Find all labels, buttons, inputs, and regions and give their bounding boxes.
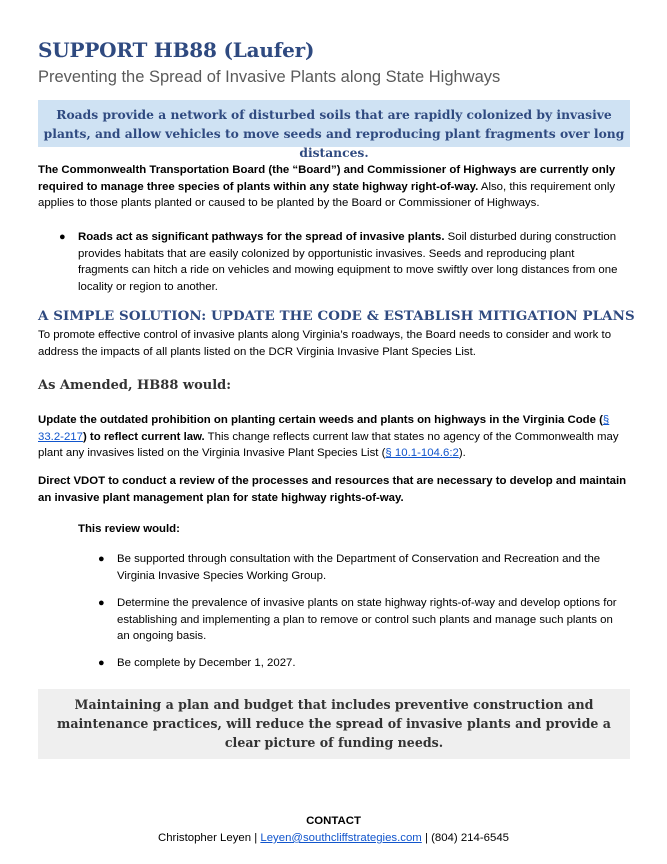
direct-bold: Direct VDOT to conduct a review of the processes and resources that are necessary to develop and maintain an invasive plant management plan for state highway rights-of-way.	[38, 475, 627, 504]
bullet-dot: ●	[98, 657, 105, 669]
update-text-a: This change reflects current law that states no agency of the Commonwealth may plant any invasives listed on the Virginia Invasive Plant Species List (	[38, 430, 619, 459]
review-item: Be complete by December 1, 2027.	[117, 657, 296, 669]
contact-separator: |	[421, 832, 432, 844]
code-link-10-1-104[interactable]: § 10.1-104.6:2	[385, 447, 459, 459]
bullet-dot: ●	[98, 553, 105, 565]
update-bold-a: Update the outdated prohibition on planting certain weeds and plants on highways in the Virginia Code (	[38, 414, 603, 426]
solution-heading: A SIMPLE SOLUTION: UPDATE THE CODE & ESTABLISH MITIGATION PLANS	[38, 308, 635, 324]
intro-paragraph	[38, 162, 628, 212]
review-item: Determine the prevalence of invasive plants on state highway rights-of-way and develop options for establishing and implementing a plan to remove or control such plants and manage such plants on an ongoing basis.	[117, 597, 617, 642]
review-item: Be supported through consultation with the Department of Conservation and Recreation and the Virginia Invasive Species Working Group.	[117, 553, 601, 582]
page-subtitle: Preventing the Spread of Invasive Plants along State Highways	[38, 68, 501, 86]
pathways-text: Soil disturbed during construction provides habitats that are easily colonized by opportunistic invasives. Seeds and reproducing plant fragments can hitch a ride on vehicles and mowing equipment to move swiftly over long distances from one locality or region to another.	[78, 231, 618, 293]
solution-paragraph: To promote effective control of invasive plants along Virginia’s roadways, the Board needs to consider and work to address the impacts of all plants listed on the DCR Virginia Invasive Plant Species List.	[38, 329, 612, 358]
contact-email-link[interactable]: Leyen@southcliffstrategies.com	[260, 832, 422, 844]
update-bold-b: ) to reflect current law.	[82, 430, 205, 443]
amended-heading: As Amended, HB88 would:	[38, 378, 232, 393]
pathways-bold: Roads act as significant pathways for the spread of invasive plants.	[78, 231, 445, 243]
intro-bold: The Commonwealth Transportation Board (the “Board”) and Commissioner of Highways are currently only required to manage three species of plants within any state highway right-of-way.	[38, 164, 616, 193]
bullet-dot: ●	[98, 597, 105, 609]
pathways-bullet	[78, 229, 628, 295]
contact-name: Christopher Leyen	[158, 832, 252, 844]
callout-top: Roads provide a network of disturbed soils that are rapidly colonized by invasive plants, and allow vehicles to move seeds and reproducing plant fragments over long distances.	[38, 100, 630, 147]
contact-separator: |	[251, 832, 261, 844]
bullet-dot: ●	[59, 231, 66, 243]
callout-bottom: Maintaining a plan and budget that includes preventive construction and maintenance practices, will reduce the spread of invasive plants and provide a clear picture of funding needs.	[38, 689, 630, 759]
update-text-b: ).	[458, 447, 466, 459]
direct-paragraph	[38, 473, 628, 506]
code-link-33-2-217[interactable]: § 33.2-217	[38, 414, 610, 443]
intro-text: Also, this requirement only applies to those plants planted or caused to be planted by the Board or Commissioner of Highways.	[38, 180, 616, 209]
contact-heading: CONTACT	[306, 815, 361, 827]
update-paragraph	[38, 412, 628, 462]
review-heading: This review would:	[78, 523, 180, 535]
page-title: SUPPORT HB88 (Laufer)	[38, 38, 315, 62]
contact-phone: (804) 214-6545	[431, 832, 509, 844]
contact-line	[0, 832, 667, 844]
